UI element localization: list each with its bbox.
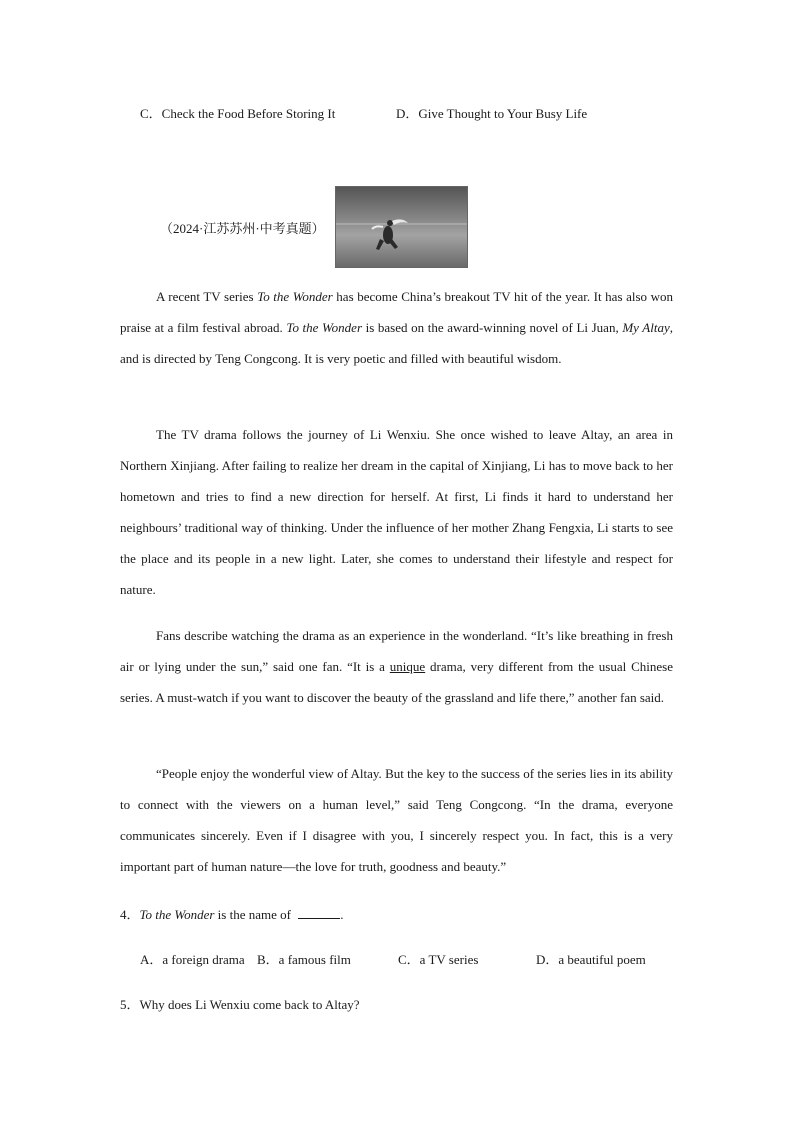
question-4: 4．To the Wonder is the name of . — [120, 907, 344, 922]
question-5: 5．Why does Li Wenxiu come back to Altay? — [120, 997, 360, 1012]
q4-option-d: D．a beautiful poem — [536, 952, 646, 967]
q4-option-a: A．a foreign drama — [140, 952, 245, 967]
prev-option-d: D．Give Thought to Your Busy Life — [396, 106, 588, 121]
passage-paragraph-4: “People enjoy the wonderful view of Altay. But the key to the success of the series lies in its ability to connect with the viewers on a human level,” said Teng Congcong. “In the drama, everyone communicates sincerely. Even if I disagree with you, I sincerely respect you. In fact, this is a very important part of human nature—the love for truth, goodness and beauty.” — [120, 766, 673, 874]
source-label: （2024·江苏苏州·中考真题） — [160, 221, 325, 236]
q4-option-c: C．a TV series — [398, 952, 479, 967]
answer-blank — [298, 906, 340, 919]
passage-paragraph-2: The TV drama follows the journey of Li Wenxiu. She once wished to leave Altay, an area in Northern Xinjiang. After failing to realize her dream in the capital of Xinjiang, Li has to move back to her hometown and tries to find a new direction for herself. At first, Li finds it hard to understand her neighbours’ traditional way of thinking. Under the influence of her mother Zhang Fengxia, Li starts to see the place and its people in a new light. Later, she comes to understand their lifestyle and respect for nature. — [120, 427, 673, 597]
passage-paragraph-1: A recent TV series To the Wonder has become China’s breakout TV hit of the year. It has also won praise at a film festival abroad. To the Wonder is based on the award-winning novel of Li Juan, My Altay, and is directed by Teng Congcong. It is very poetic and filled with beautiful wisdom. — [120, 289, 673, 366]
grassland-photo-icon — [336, 187, 467, 267]
prev-option-c: C．Check the Food Before Storing It — [140, 106, 336, 121]
q4-option-b: B．a famous film — [257, 952, 351, 967]
grassland-photo — [335, 186, 468, 268]
passage-paragraph-3: Fans describe watching the drama as an experience in the wonderland. “It’s like breathing in fresh air or lying under the sun,” said one fan. “It is a unique drama, very different from the usual Chinese series. A must-watch if you want to discover the beauty of the grassland and life there,” another fan said. — [120, 628, 673, 705]
underlined-word: unique — [389, 659, 426, 674]
